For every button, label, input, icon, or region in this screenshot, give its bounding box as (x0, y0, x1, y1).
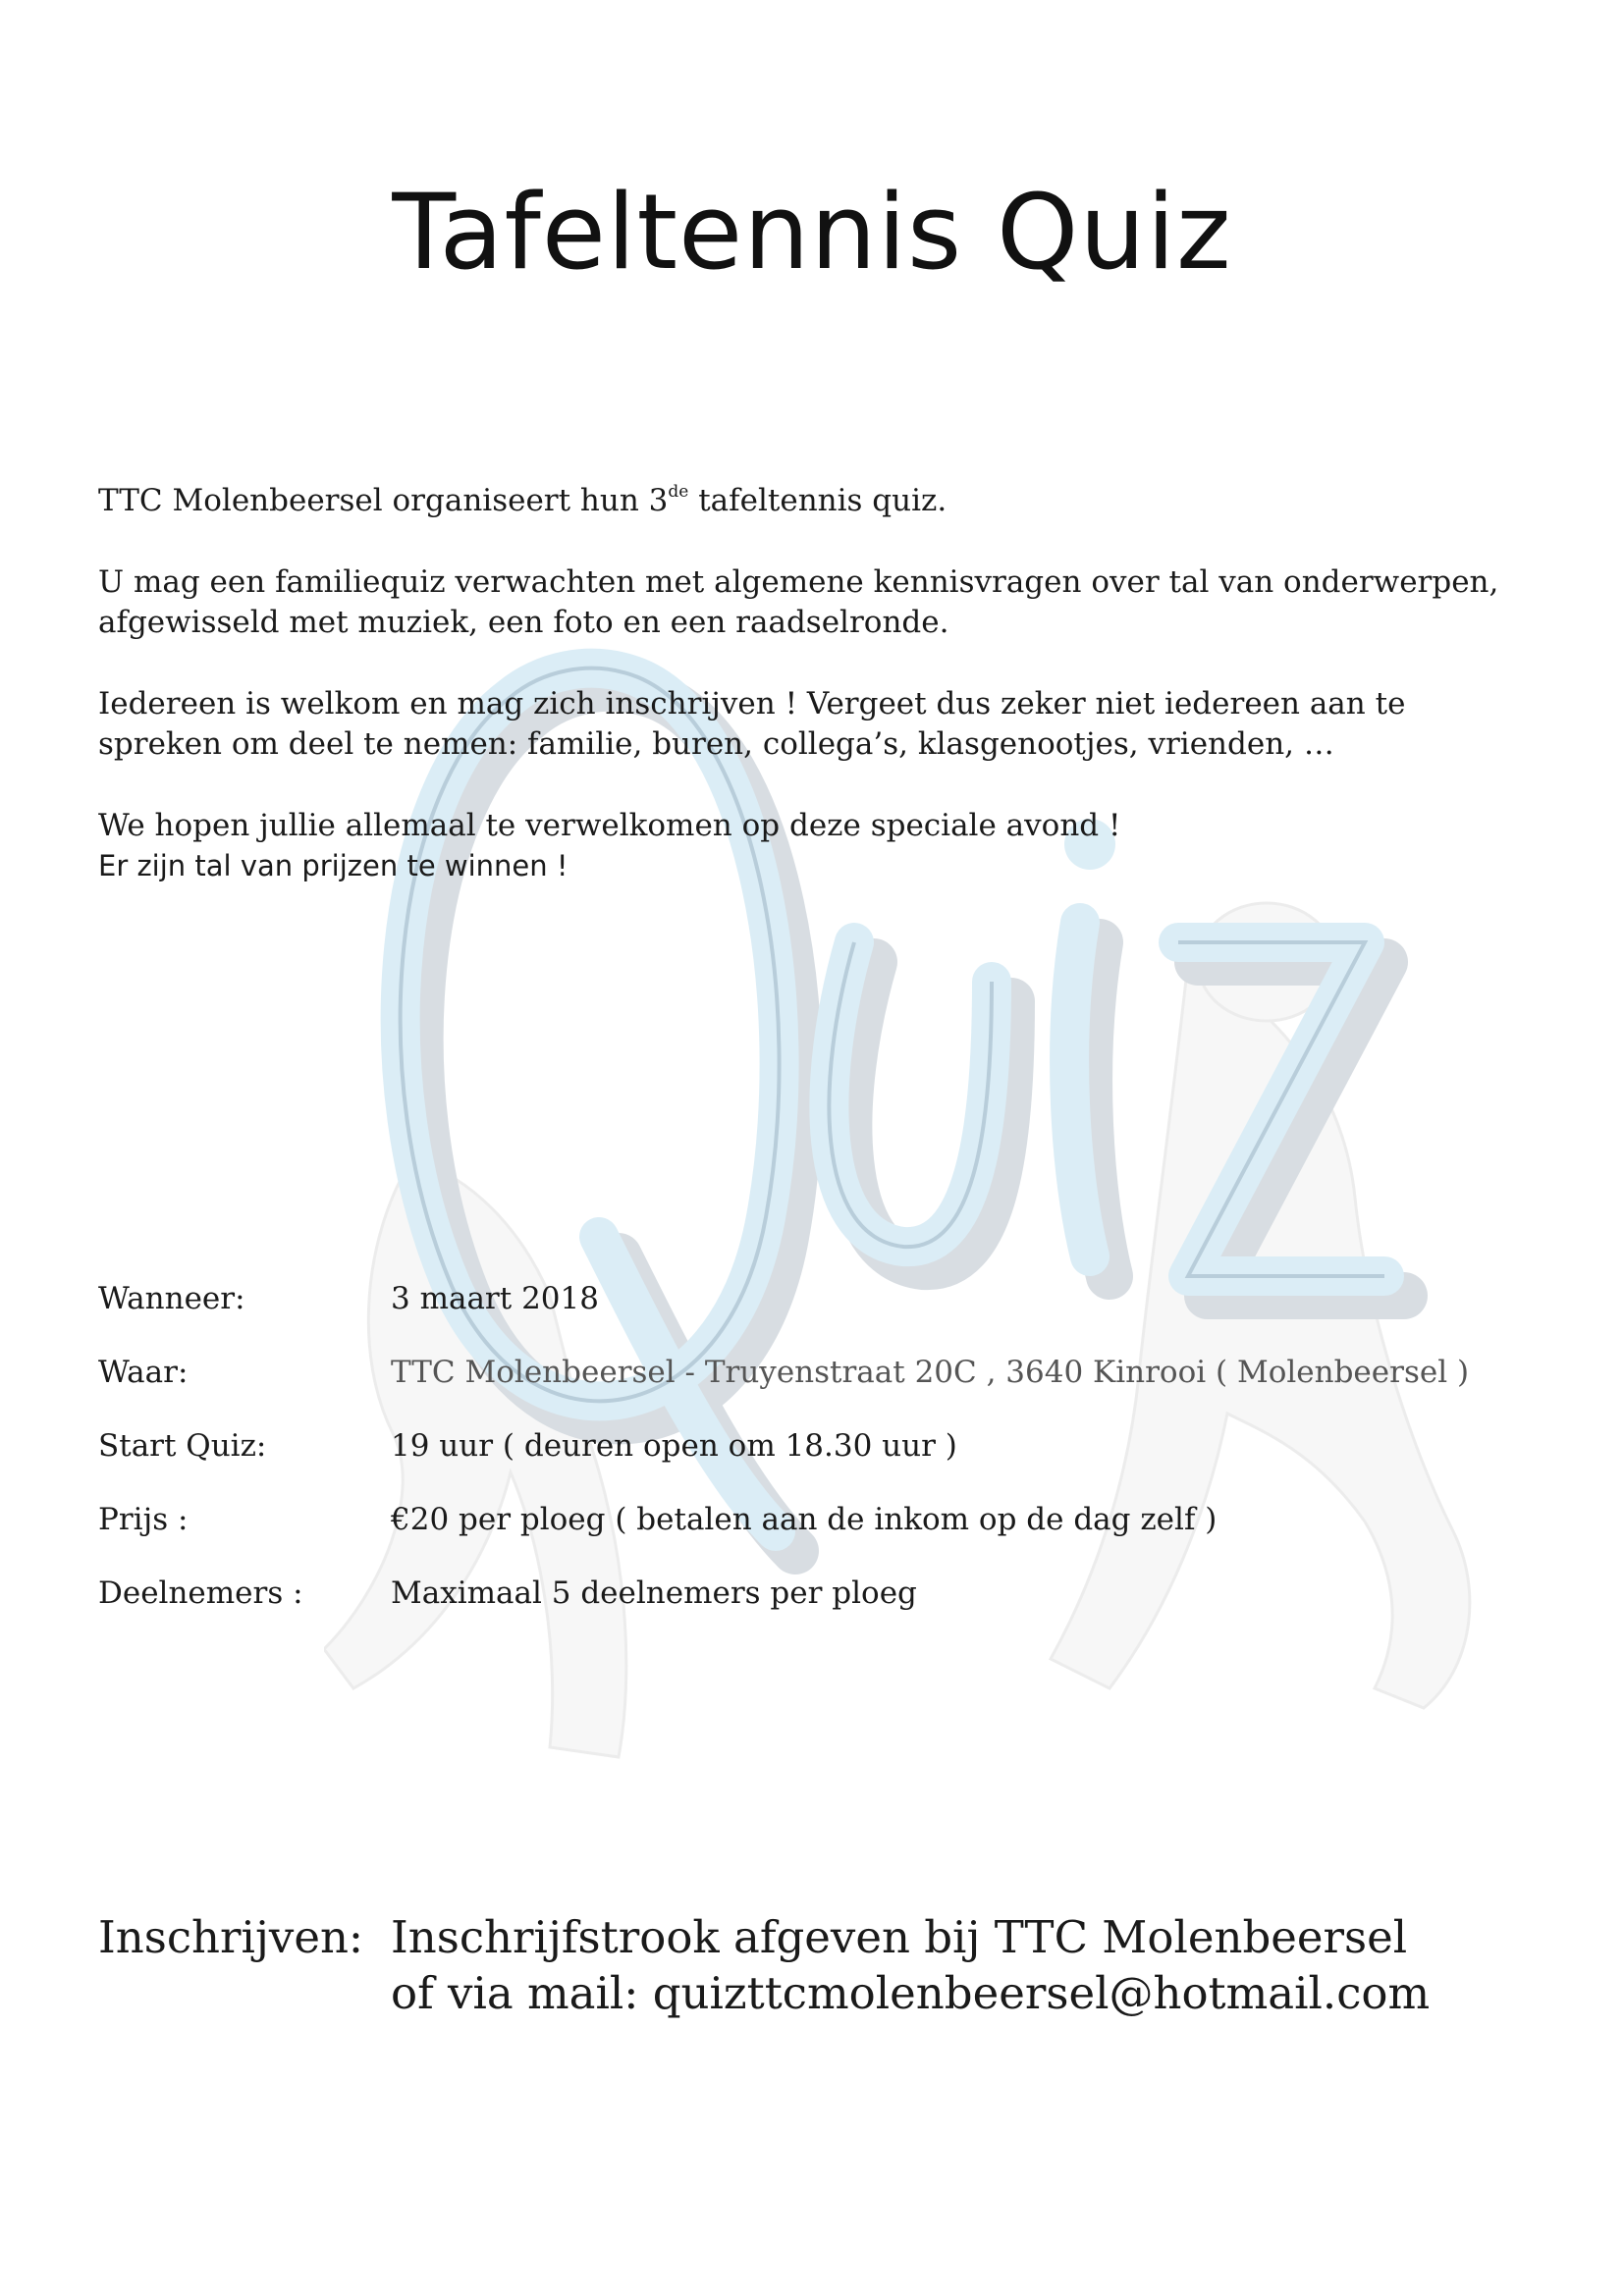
intro-line-1-end: tafeltennis quiz. (688, 483, 947, 518)
detail-row-price (98, 1502, 1571, 1575)
intro-paragraph-4 (98, 806, 1551, 886)
detail-value: Maximaal 5 deelnemers per ploeg (391, 1575, 917, 1611)
page-title: Tafeltennis Quiz (392, 172, 1232, 293)
intro-line-1-start: TTC Molenbeersel organiseert hun 3 (98, 483, 669, 518)
signup-line-1: Inschrijfstrook afgeven bij TTC Molenbeersel (391, 1911, 1408, 1963)
prizes-note: Er zijn tal van prijzen te winnen ! (98, 849, 568, 882)
detail-label: Prijs : (98, 1502, 189, 1537)
intro-paragraph-3 (98, 684, 1551, 765)
detail-label: Deelnemers : (98, 1575, 303, 1611)
signup-section (98, 1909, 1591, 2021)
detail-value: €20 per ploeg ( betalen aan de inkom op de dag zelf ) (391, 1502, 1218, 1537)
intro-paragraph-4-line-1: We hopen jullie allemaal te verwelkomen op deze speciale avond ! (98, 808, 1121, 843)
detail-value: 3 maart 2018 (391, 1281, 599, 1316)
detail-row-participants (98, 1575, 1571, 1649)
signup-label: Inschrijven: (98, 1911, 364, 1963)
intro-paragraph-2-line-2: afgewisseld met muziek, een foto en een raadselronde. (98, 605, 949, 640)
signup-email[interactable]: of via mail: quizttcmolenbeersel@hotmail.com (391, 1967, 1431, 2019)
detail-row-start (98, 1428, 1571, 1502)
detail-row-when (98, 1281, 1571, 1355)
detail-row-where (98, 1355, 1571, 1428)
ordinal-suffix: de (668, 482, 689, 502)
intro-paragraph-2-line-1: U mag een familiequiz verwachten met algemene kennisvragen over tal van onderwerpen, (98, 564, 1499, 600)
detail-value: TTC Molenbeersel - Truyenstraat 20C , 3640 Kinrooi ( Molenbeersel ) (391, 1355, 1470, 1390)
signup-instructions (391, 1909, 1430, 2021)
intro-paragraph-3-line-2: spreken om deel te nemen: familie, buren, collega’s, klasgenootjes, vrienden, … (98, 726, 1334, 762)
intro-text (98, 481, 1551, 886)
intro-paragraph-2 (98, 562, 1551, 643)
intro-paragraph-3-line-1: Iedereen is welkom en mag zich inschrijven ! Vergeet dus zeker niet iedereen aan te (98, 686, 1406, 721)
detail-label: Start Quiz: (98, 1428, 267, 1464)
intro-paragraph-1 (98, 481, 1551, 521)
detail-value: 19 uur ( deuren open om 18.30 uur ) (391, 1428, 957, 1464)
detail-label: Waar: (98, 1355, 189, 1390)
detail-label: Wanneer: (98, 1281, 245, 1316)
event-details (98, 1281, 1571, 1649)
